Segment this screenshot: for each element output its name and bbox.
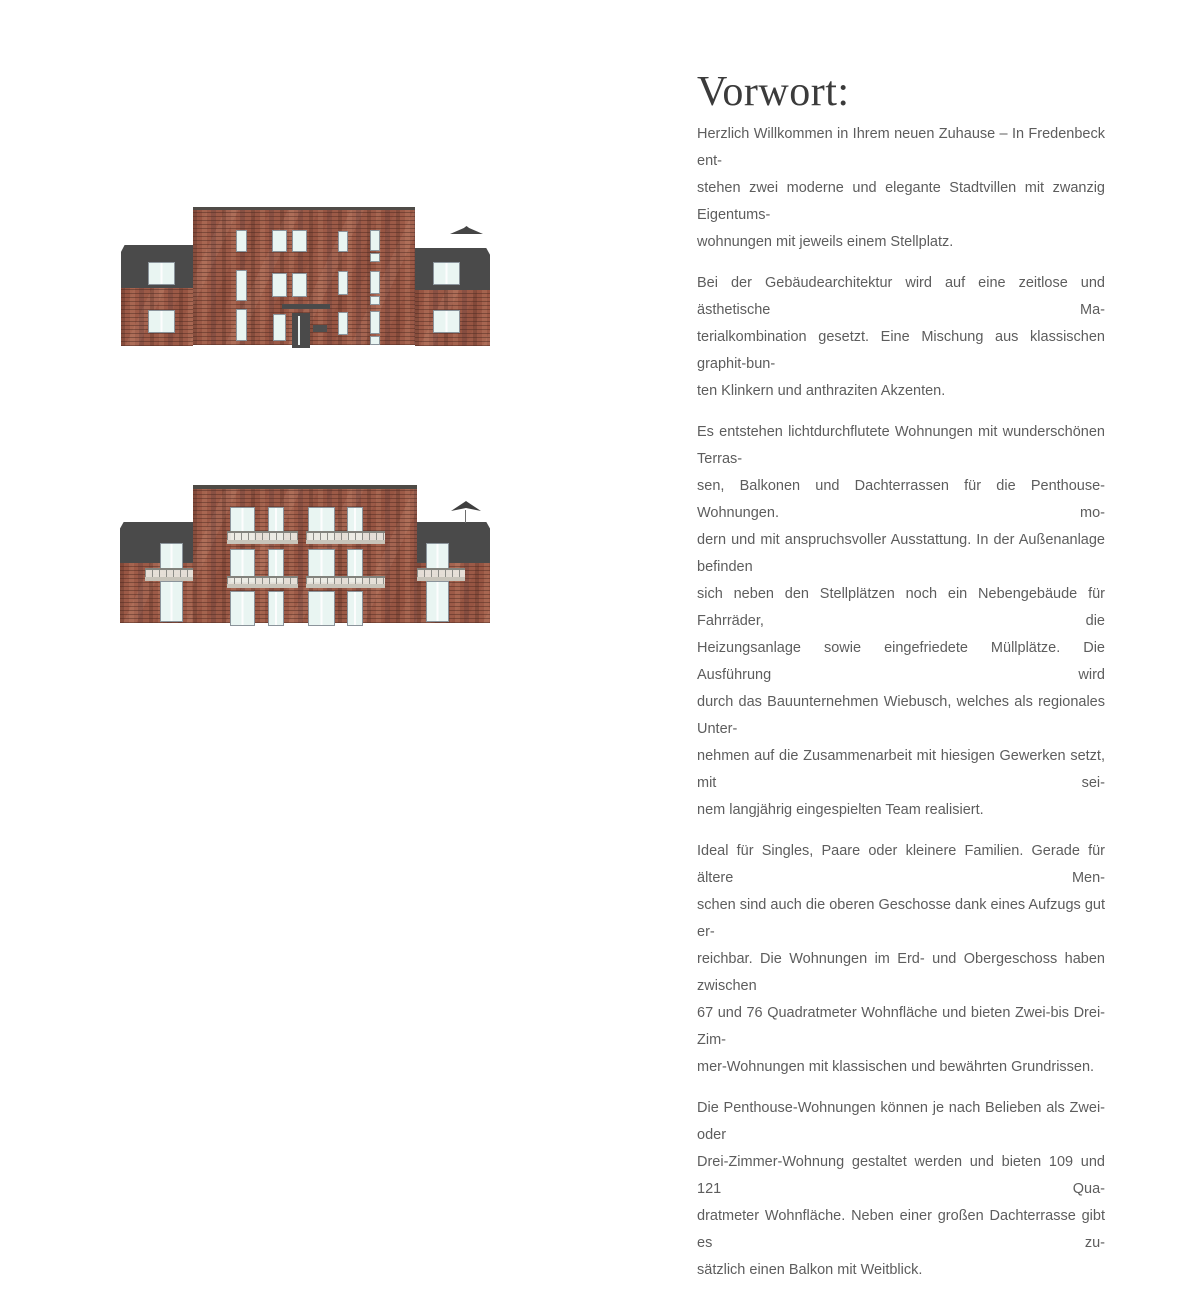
paragraph-1	[697, 121, 1105, 256]
terrace-door	[308, 591, 335, 626]
window	[236, 230, 247, 252]
window	[433, 262, 460, 285]
front-central-block	[193, 207, 415, 345]
text-line: schen sind auch die oberen Geschosse dank eines Aufzugs gut er-	[697, 897, 1105, 940]
paragraph-2	[697, 270, 1105, 405]
door-glass-slit	[298, 316, 300, 345]
window	[338, 271, 348, 295]
text-line: Es entstehen lichtdurchflutete Wohnungen mit wunderschönen Terras-	[697, 424, 1105, 467]
balcony-railing	[306, 576, 385, 588]
window	[272, 230, 287, 252]
preface-section	[697, 68, 1105, 1298]
text-line: Die Penthouse-Wohnungen können je nach Belieben als Zwei- oder	[697, 1100, 1105, 1143]
french-door	[426, 581, 449, 622]
page-title: Vorwort:	[697, 69, 850, 115]
entrance-door	[292, 313, 310, 348]
front-elevation-drawing	[120, 207, 490, 346]
balcony-railing	[417, 568, 465, 581]
paragraph-3	[697, 419, 1105, 824]
window	[273, 314, 286, 341]
text-line: Bei der Gebäudearchitektur wird auf eine zeitlose und ästhetische Ma-	[697, 275, 1105, 318]
window	[338, 312, 348, 335]
rear-right-wing	[417, 522, 490, 623]
text-line: Heizungsanlage sowie eingefriedete Müllplätze. Die Ausführung wird	[697, 640, 1105, 683]
window	[292, 273, 307, 297]
balcony-railing	[306, 531, 385, 544]
text-line: reichbar. Die Wohnungen im Erd- und Obergeschoss haben zwischen	[697, 951, 1105, 994]
text-line: sätzlich einen Balkon mit Weitblick.	[697, 1262, 923, 1278]
front-right-wing	[415, 248, 490, 346]
window	[292, 230, 307, 252]
text-line: Ideal für Singles, Paare oder kleinere Familien. Gerade für ältere Men-	[697, 843, 1105, 886]
window	[148, 310, 175, 333]
window	[370, 336, 380, 345]
text-line: nem langjährig eingespielten Team realisiert.	[697, 802, 984, 818]
balcony-railing	[227, 576, 298, 588]
text-line: terialkombination gesetzt. Eine Mischung aus klassischen graphit-bun-	[697, 329, 1105, 372]
text-line: nehmen auf die Zusammenarbeit mit hiesigen Gewerken setzt, mit sei-	[697, 748, 1105, 791]
text-line: durch das Bauunternehmen Wiebusch, welches als regionales Unter-	[697, 694, 1105, 737]
window	[370, 311, 380, 334]
text-line: mer-Wohnungen mit klassischen und bewährten Grundrissen.	[697, 1059, 1095, 1075]
text-line: dratmeter Wohnfläche. Neben einer großen Dachterrasse gibt es zu-	[697, 1208, 1105, 1251]
front-left-wing	[121, 245, 193, 346]
roof-vent-icon	[450, 226, 483, 234]
window	[370, 296, 380, 305]
window	[433, 310, 460, 333]
parasol-icon	[451, 501, 481, 511]
window	[347, 591, 363, 626]
window	[370, 230, 380, 251]
window	[148, 262, 175, 285]
balcony-railing	[145, 568, 193, 581]
text-line: ten Klinkern und anthraziten Akzenten.	[697, 383, 946, 399]
balcony-railing	[227, 531, 298, 544]
text-line: dern und mit anspruchsvoller Ausstattung. In der Außenanlage befinden	[697, 532, 1105, 575]
window	[236, 270, 247, 301]
text-line: sen, Balkonen und Dachterrassen für die Penthouse-Wohnungen. mo-	[697, 478, 1105, 521]
french-door	[160, 581, 183, 622]
text-line: stehen zwei moderne und elegante Stadtvillen mit zwanzig Eigentums-	[697, 180, 1105, 223]
window	[268, 591, 284, 626]
window	[338, 231, 348, 252]
window	[426, 543, 449, 569]
window	[236, 309, 247, 341]
text-line: wohnungen mit jeweils einem Stellplatz.	[697, 234, 954, 250]
window	[370, 253, 380, 262]
paragraph-4	[697, 838, 1105, 1081]
rear-left-wing	[120, 522, 193, 623]
window	[160, 543, 183, 569]
rear-central-block	[193, 485, 417, 623]
text-line: Drei-Zimmer-Wohnung gestaltet werden und bieten 109 und 121 Qua-	[697, 1154, 1105, 1197]
window	[272, 273, 287, 297]
text-line: 67 und 76 Quadratmeter Wohnfläche und bieten Zwei-bis Drei-Zim-	[697, 1005, 1105, 1048]
parasol-stem	[465, 510, 466, 523]
paragraph-5	[697, 1095, 1105, 1284]
mailbox	[313, 325, 327, 332]
window	[370, 271, 380, 294]
door-canopy	[282, 304, 330, 309]
text-line: Herzlich Willkommen in Ihrem neuen Zuhause – In Fredenbeck ent-	[697, 126, 1105, 169]
text-line: sich neben den Stellplätzen noch ein Nebengebäude für Fahrräder, die	[697, 586, 1105, 629]
terrace-door	[230, 591, 255, 626]
rear-elevation-drawing	[120, 485, 490, 624]
